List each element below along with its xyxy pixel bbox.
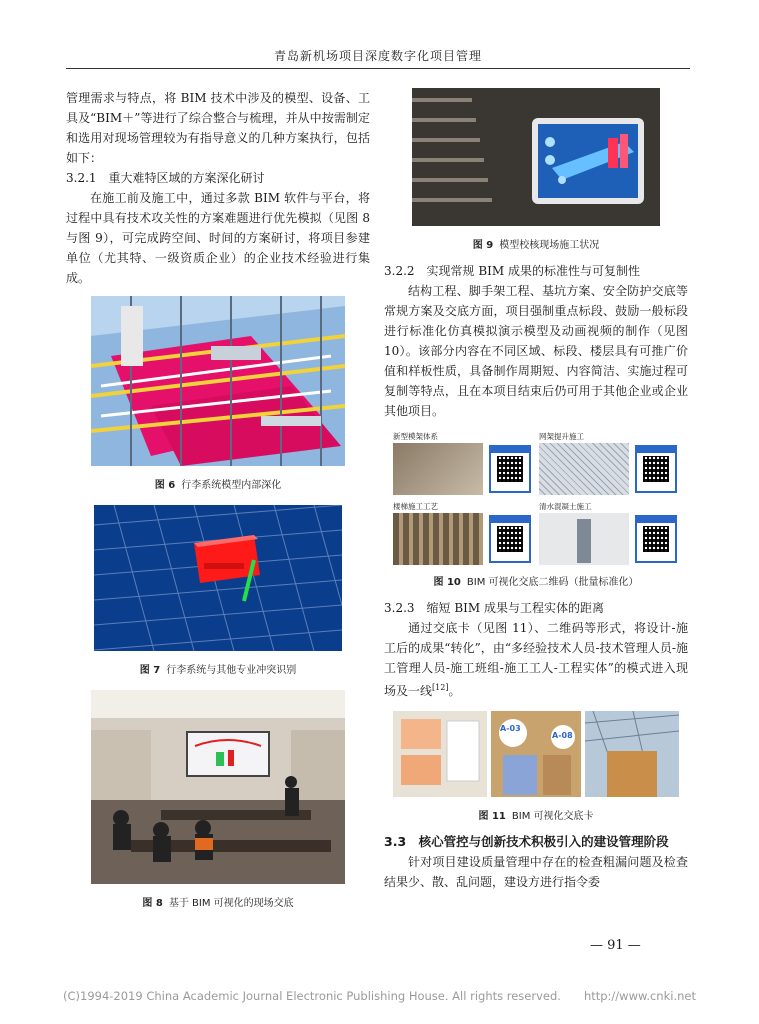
truss-model-thumb <box>539 443 629 495</box>
stair-model-thumb <box>393 513 483 565</box>
figure-7-image <box>94 505 342 651</box>
qr-tile-stair: 楼梯施工工艺 <box>393 501 533 567</box>
figure-8-caption: 图 8 基于 BIM 可视化的现场交底 <box>142 898 294 909</box>
qr-code-icon[interactable] <box>635 445 677 493</box>
figure-10-qr-grid <box>393 431 679 567</box>
page-number: — 91 — <box>590 938 641 953</box>
paragraph-3-2-3: 通过交底卡（见图 11）、二维码等形式，将设计-施工后的成果“转化”，由“多经验技术人员-技术管理人员-施工管理人员-施工班组-施工工人-工程实体”的模式进入现场及一线[12]。 <box>384 621 688 698</box>
figure-6-image <box>91 296 345 466</box>
copyright-footer: (C)1994-2019 China Academic Journal Electronic Publishing House. All rights reserved. http://www.cnki.net <box>63 989 696 1003</box>
paragraph-3-3: 针对项目建设质量管理中存在的检查粗漏问题及检查结果少、散、乱问题，建设方进行指令委 <box>384 855 688 889</box>
figure-10-caption: 图 10 BIM 可视化交底二维码（批量标准化） <box>433 577 639 588</box>
section-3-3-heading: 3.3 核心管控与创新技术积极引入的建设管理阶段 <box>384 834 669 849</box>
figure-6-caption: 图 6 行李系统模型内部深化 <box>154 480 282 491</box>
qr-tile-formwork: 新型模架体系 <box>393 431 533 497</box>
paragraph-3-2-1: 在施工前及施工中，通过多款 BIM 软件与平台，将过程中具有技术攻关性的方案难题进行优先模拟（见图 8 与图 9），可完成跨空间、时间的方案研讨，将项目参建单位（尤其特、一级资质企业）的企业技术经验进行集成。 <box>66 191 370 285</box>
paragraph-intro: 管理需求与特点，将 BIM 技术中涉及的模型、设备、工具及“BIM＋”等进行了综合整合与梳理，并从中按需制定和选用对现场管理较为有指导意义的几种方案执行，包括如下： <box>66 91 370 165</box>
meeting-room-photo <box>91 690 345 884</box>
qr-tile-truss: 网架提升施工 <box>539 431 679 497</box>
figure-8-image <box>91 690 345 884</box>
paragraph-3-2-2: 结构工程、脚手架工程、基坑方案、安全防护交底等常规方案及交底方面，项目强制重点标段、鼓励一般标段进行标准化仿真模拟演示模型及动画视频的制作（见图 10）。该部分内容在不同区域、标段、楼层具有可推广价值和样板性质，具备制作周期短、内容简洁、实施过程可复制等特点，且在本项目结束后仍可用于其他企业或企业其他项目。 <box>384 284 688 418</box>
section-3-2-1-heading: 3.2.1 重大难特区域的方案深化研讨 <box>66 171 265 185</box>
disclosure-card-photos <box>393 711 679 797</box>
figure-9-caption: 图 9 模型校核现场施工状况 <box>472 240 600 251</box>
formwork-model-thumb <box>393 443 483 495</box>
qr-code-icon[interactable] <box>635 515 677 563</box>
card-tag-a08: A-08 <box>552 731 573 740</box>
qr-code-icon[interactable] <box>489 445 531 493</box>
qr-tile-concrete: 清水混凝土施工 <box>539 501 679 567</box>
figure-7-caption: 图 7 行李系统与其他专业冲突识别 <box>139 665 297 676</box>
figure-11-image <box>393 711 679 797</box>
left-column <box>66 88 370 909</box>
baggage-system-model-render <box>91 296 345 466</box>
running-header: 青岛新机场项目深度数字化项目管理 <box>66 44 690 69</box>
section-3-2-3-heading: 3.2.3 缩短 BIM 成果与工程实体的距离 <box>384 601 605 615</box>
qr-code-icon[interactable] <box>489 515 531 563</box>
clash-detection-render <box>94 505 342 651</box>
concrete-model-thumb <box>539 513 629 565</box>
right-column <box>384 88 688 892</box>
figure-11-caption: 图 11 BIM 可视化交底卡 <box>478 811 594 822</box>
tablet-on-site-photo <box>412 88 660 226</box>
figure-9-image <box>412 88 660 226</box>
card-tag-a03: A-03 <box>500 724 521 733</box>
section-3-2-2-heading: 3.2.2 实现常规 BIM 成果的标准性与可复制性 <box>384 264 641 278</box>
